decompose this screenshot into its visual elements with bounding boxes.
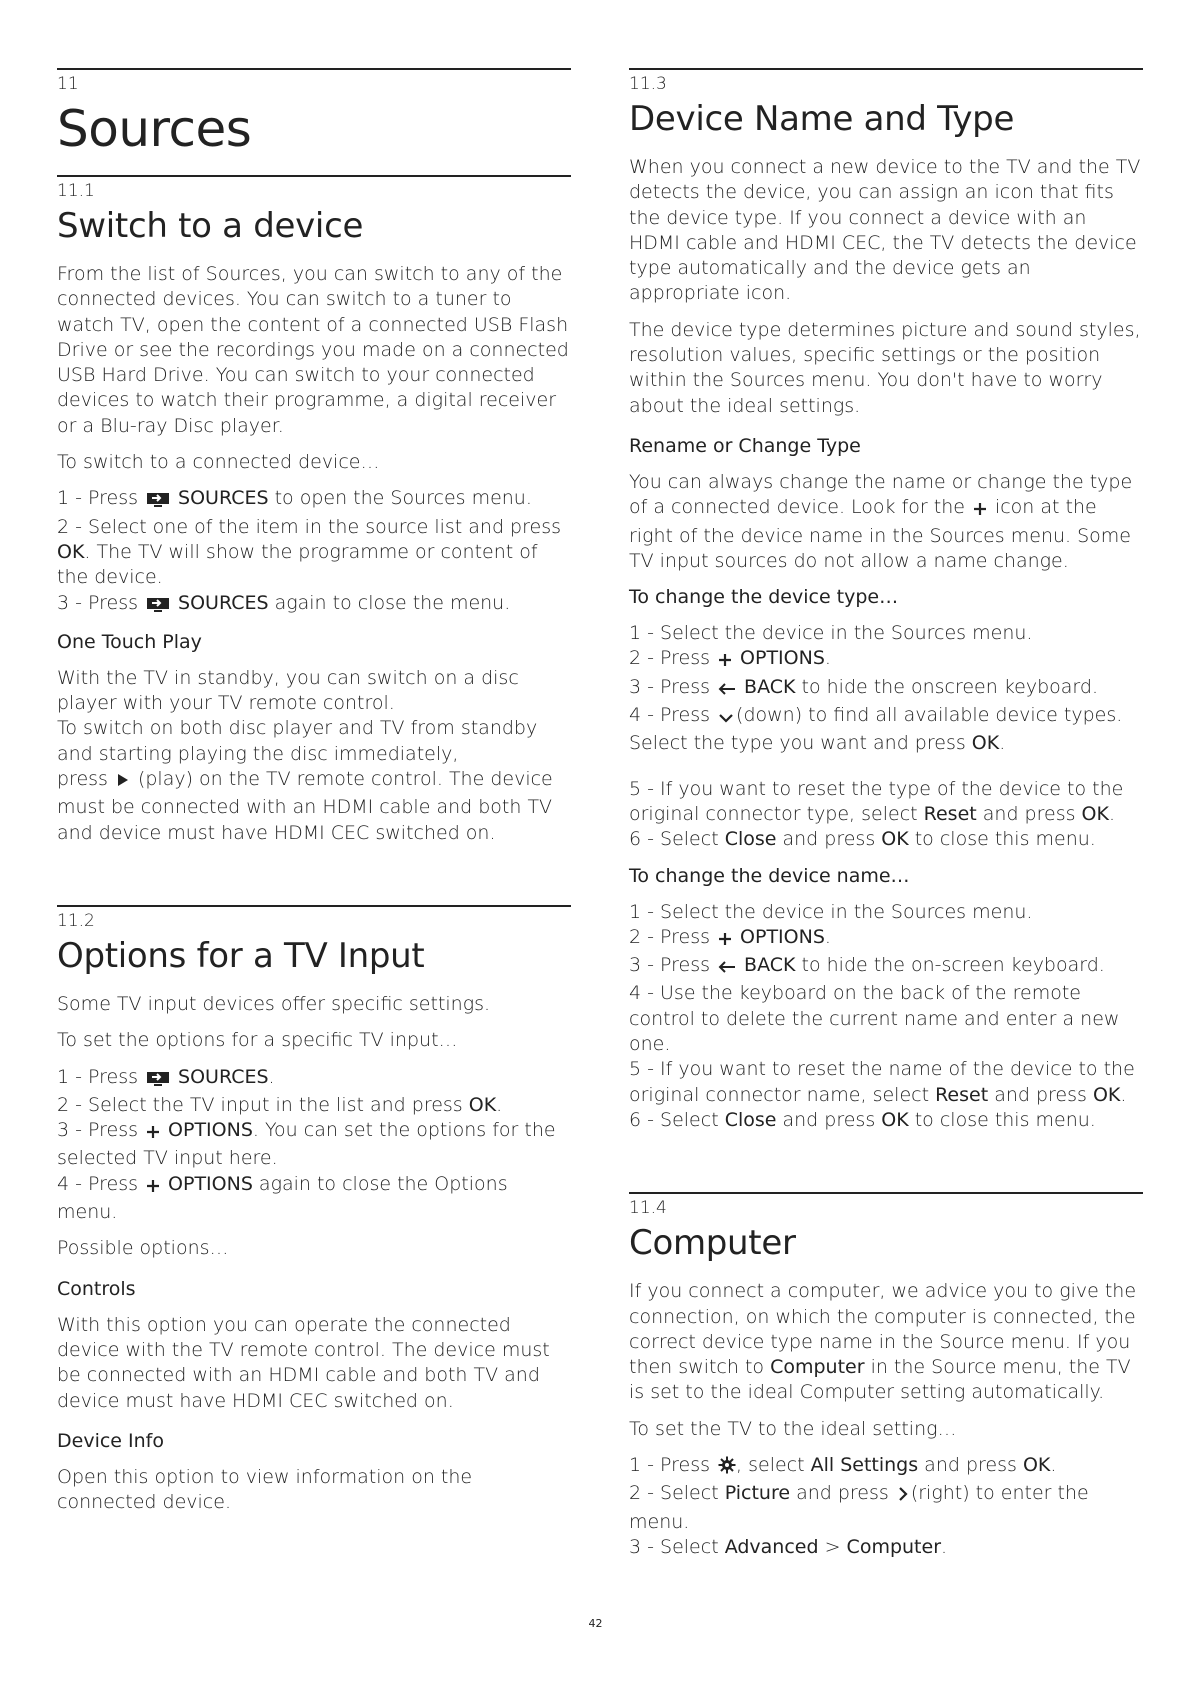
back-arrow-icon	[718, 678, 736, 703]
step: 1 - Press SOURCES.	[57, 1065, 571, 1093]
section-title: Device Name and Type	[629, 99, 1015, 139]
section-rule	[57, 175, 571, 177]
sources-icon	[146, 1068, 170, 1093]
right-column	[629, 68, 1143, 1571]
section-rule	[629, 68, 1143, 70]
section-number: 11.2	[57, 910, 95, 931]
subheading: One Touch Play	[57, 630, 202, 653]
paragraph: To set the TV to the ideal setting…	[629, 1417, 957, 1440]
step-list	[57, 1065, 571, 1226]
subheading: To change the device name…	[629, 864, 910, 887]
subheading: Rename or Change Type	[629, 434, 861, 457]
step: 5 - If you want to reset the type of the device to the original connector type, select Reset and press OK.	[629, 777, 1124, 825]
paragraph: To set the options for a specific TV input…	[57, 1029, 458, 1052]
step: 1 - Select the device in the Sources menu.	[629, 900, 1033, 923]
paragraph: Some TV input devices offer specific settings.	[57, 992, 491, 1015]
step: 4 - Press OPTIONS again to close the Options menu.	[57, 1172, 508, 1224]
left-column	[57, 68, 571, 1526]
plus-icon	[146, 1175, 160, 1200]
back-arrow-icon	[718, 956, 736, 981]
step: 3 - Press BACK to hide the on-screen keyboard.	[629, 953, 1143, 981]
sources-icon	[146, 594, 170, 619]
step: 2 - Press OPTIONS.	[629, 925, 1143, 953]
paragraph: The device type determines picture and sound styles, resolution values, specific settings or the position within the Sources menu. You don't have to worry about the ideal settings.	[629, 318, 1141, 417]
section-title: Computer	[629, 1223, 796, 1264]
plus-icon	[718, 649, 732, 674]
paragraph: Possible options…	[57, 1237, 229, 1260]
step: 1 - Select the device in the Sources menu.	[629, 622, 1033, 645]
section-rule	[629, 1192, 1143, 1194]
step: 3 - Press BACK to hide the onscreen keyboard.	[629, 675, 1143, 703]
sources-icon	[146, 489, 170, 514]
step: 3 - Select Advanced > Computer.	[629, 1535, 948, 1558]
section-rule	[57, 905, 571, 907]
step: 2 - Select one of the item in the source list and press OK. The TV will show the programme or content of the device.	[57, 515, 562, 589]
subheading: Controls	[57, 1277, 136, 1300]
step-list	[629, 621, 1143, 852]
step: 3 - Press SOURCES again to close the menu.	[57, 591, 571, 619]
play-icon	[116, 770, 130, 795]
step: 4 - Use the keyboard on the back of the remote control to delete the current name and enter a new one.	[629, 982, 1120, 1056]
gear-icon	[718, 1456, 736, 1481]
step: 2 - Select Picture and press (right) to enter the menu.	[629, 1482, 1089, 1533]
paragraph: When you connect a new device to the TV and the TV detects the device, you can assign an icon that fits the device type. If you connect a device with an HDMI cable and HDMI CEC, the TV detects the device type automatically and the device gets an appropriate icon.	[629, 156, 1141, 305]
section-title: Options for a TV Input	[57, 935, 425, 976]
chevron-right-icon	[897, 1484, 909, 1509]
paragraph: From the list of Sources, you can switch to any of the connected devices. You can switch to a tuner to watch TV, open the content of a connected USB Flash Drive or see the recordings you made on a connected USB Hard Drive. You can switch to your connected devices to watch their programme, a digital receiver or a Blu-ray Disc player.	[57, 263, 569, 437]
chevron-down-icon	[718, 706, 734, 731]
section-title: Switch to a device	[57, 206, 364, 246]
step: 3 - Press OPTIONS. You can set the options for the selected TV input here.	[57, 1119, 556, 1170]
step: 2 - Select the TV input in the list and press OK.	[57, 1093, 503, 1116]
paragraph: With this option you can operate the connected device with the TV remote control. The device must be connected with an HDMI cable and both TV and device must have HDMI CEC switched on.	[57, 1313, 550, 1412]
plus-icon	[146, 1121, 160, 1146]
section-number: 11.3	[629, 74, 667, 94]
paragraph: To switch to a connected device…	[57, 451, 380, 474]
plus-icon	[718, 928, 732, 953]
plus-icon	[973, 498, 987, 523]
step: 1 - Press , select All Settings and press OK.	[629, 1453, 1143, 1481]
page-number: 42	[588, 1617, 603, 1630]
step: 2 - Press OPTIONS.	[629, 646, 1143, 674]
chapter-title: Sources	[57, 100, 252, 158]
step: 6 - Select Close and press OK to close this menu.	[629, 828, 1096, 851]
step: 1 - Press SOURCES to open the Sources menu.	[57, 486, 571, 514]
step-list	[57, 486, 571, 618]
step: 4 - Press (down) to find all available device types. Select the type you want and press OK.	[629, 704, 1123, 755]
paragraph: With the TV in standby, you can switch on a disc player with your TV remote control.	[57, 666, 519, 715]
paragraph: You can always change the name or change the type of a connected device. Look for the icon at the right of the device name in the Sources menu. Some TV input sources do not allow a name change.	[629, 470, 1133, 572]
step-list	[629, 1453, 1143, 1560]
paragraph: press (play) on the TV remote control. The device must be connected with an HDMI cable and both TV and device must have HDMI CEC switched on.	[57, 768, 553, 844]
paragraph: Open this option to view information on the connected device.	[57, 1465, 473, 1514]
step: 5 - If you want to reset the name of the device to the original connector name, select Reset and press OK.	[629, 1058, 1135, 1106]
section-rule	[57, 68, 571, 70]
section-number: 11.4	[629, 1198, 667, 1219]
subheading: Device Info	[57, 1429, 164, 1452]
paragraph: To switch on both disc player and TV from standby and starting playing the disc immediately,	[57, 717, 538, 765]
subheading: To change the device type…	[629, 586, 899, 609]
chapter-number: 11	[57, 74, 79, 94]
step: 6 - Select Close and press OK to close this menu.	[629, 1108, 1096, 1131]
step-list	[629, 900, 1143, 1134]
paragraph: If you connect a computer, we advice you to give the connection, on which the computer is connected, the correct device type name in the Source menu. If you then switch to Computer in the Source menu, the TV is set to the ideal Computer setting automatically.	[629, 1280, 1137, 1404]
section-number: 11.1	[57, 181, 95, 201]
